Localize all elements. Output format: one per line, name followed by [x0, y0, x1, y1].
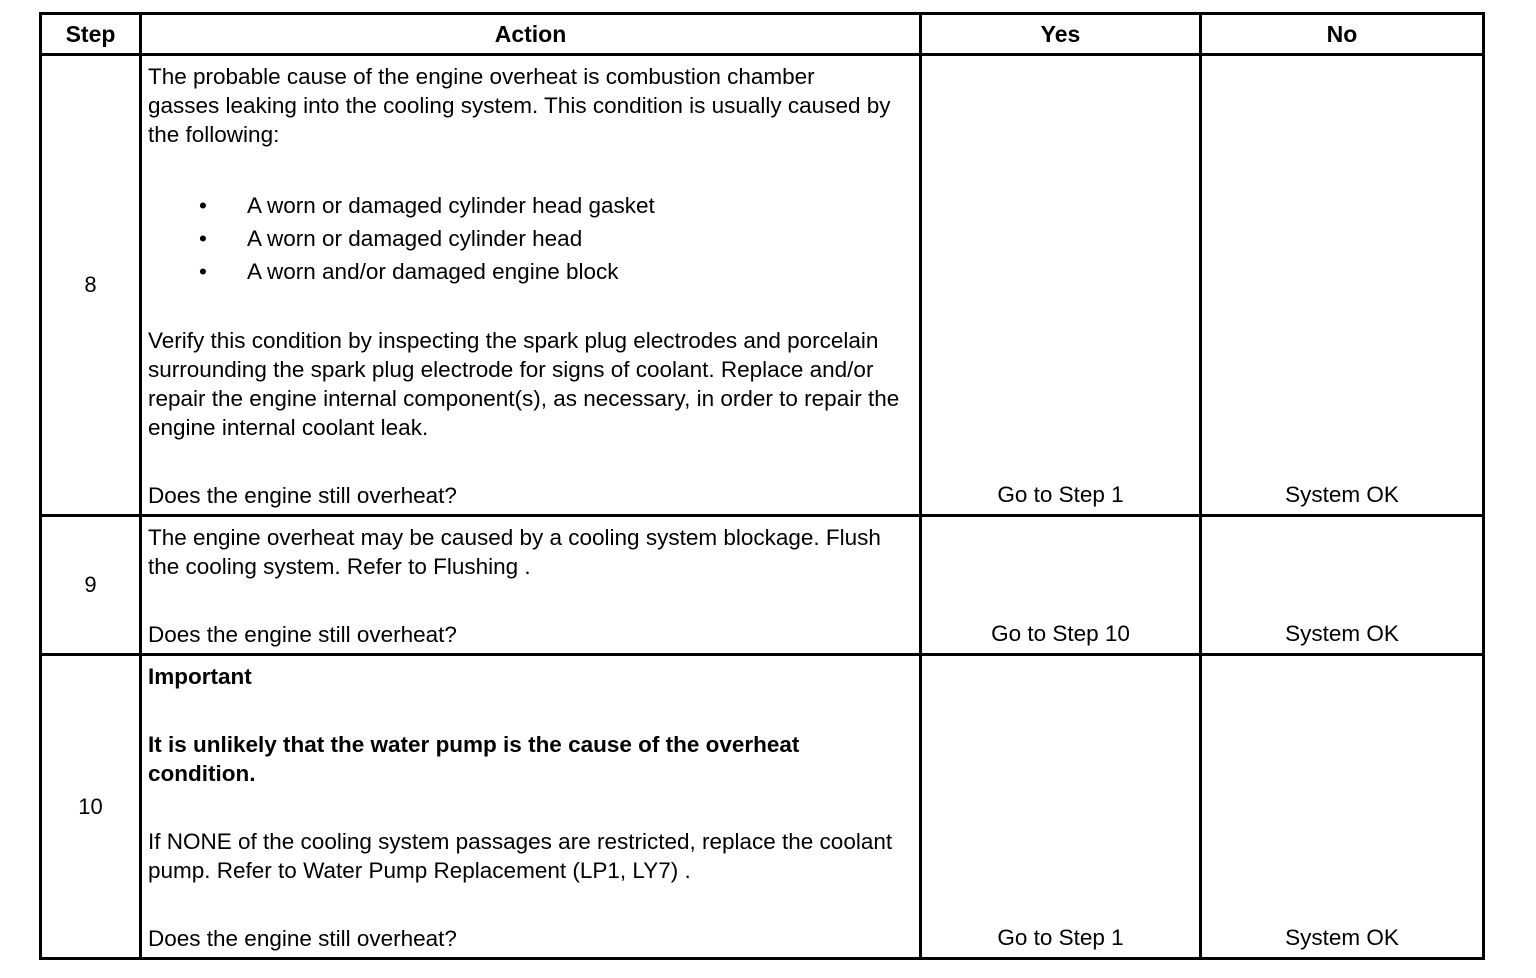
- bullet-icon: •: [199, 193, 207, 218]
- action-question: Does the engine still overheat?: [148, 926, 457, 951]
- action-intro: The engine overheat may be caused by a cooling system blockage. Flush the cooling system. Refer to Flushing .: [148, 525, 881, 579]
- important-text: It is unlikely that the water pump is the cause of the overheat condition.: [148, 732, 800, 786]
- no-result: System OK: [1285, 621, 1399, 646]
- header-yes: Yes: [921, 14, 1201, 55]
- cause-list: [148, 189, 911, 288]
- header-step: Step: [41, 14, 141, 55]
- yes-result: Go to Step 10: [991, 621, 1130, 646]
- list-item-text: A worn and/or damaged engine block: [247, 259, 619, 284]
- action-intro: The probable cause of the engine overheat is combustion chamber gasses leaking into the cooling system. This condition is usually caused by the following:: [148, 64, 891, 147]
- list-item-text: A worn or damaged cylinder head gasket: [247, 193, 655, 218]
- yes-cell: [921, 516, 1201, 655]
- list-item: [148, 255, 911, 288]
- no-result: System OK: [1285, 925, 1399, 950]
- step-number: 10: [41, 655, 141, 959]
- header-no: No: [1201, 14, 1484, 55]
- yes-result: Go to Step 1: [997, 925, 1124, 950]
- no-cell: [1201, 516, 1484, 655]
- step-number: 9: [41, 516, 141, 655]
- yes-cell: [921, 55, 1201, 516]
- step-number: 8: [41, 55, 141, 516]
- action-cell: [141, 655, 921, 959]
- yes-result: Go to Step 1: [997, 482, 1124, 507]
- no-result: System OK: [1285, 482, 1399, 507]
- important-label: Important: [148, 664, 252, 689]
- bullet-icon: •: [199, 259, 207, 284]
- action-detail: If NONE of the cooling system passages are restricted, replace the coolant pump. Refer to Water Pump Replacement (LP1, LY7) .: [148, 829, 893, 883]
- table-row-step-8: [41, 55, 1484, 516]
- no-cell: [1201, 655, 1484, 959]
- action-cell: [141, 55, 921, 516]
- action-detail: Verify this condition by inspecting the spark plug electrodes and porcelain surrounding the spark plug electrode for signs of coolant. Replace and/or repair the engine internal component(s), as necessary, in order to repair the engine internal coolant leak.: [148, 328, 900, 440]
- no-cell: [1201, 55, 1484, 516]
- header-row: [41, 14, 1484, 55]
- action-question: Does the engine still overheat?: [148, 483, 457, 508]
- list-item-text: A worn or damaged cylinder head: [247, 226, 583, 251]
- diagnostic-table: [39, 12, 1485, 960]
- yes-cell: [921, 655, 1201, 959]
- table-row-step-10: [41, 655, 1484, 959]
- action-cell: [141, 516, 921, 655]
- header-action: Action: [141, 14, 921, 55]
- action-question: Does the engine still overheat?: [148, 622, 457, 647]
- table-row-step-9: [41, 516, 1484, 655]
- list-item: [148, 222, 911, 255]
- list-item: [148, 189, 911, 222]
- bullet-icon: •: [199, 226, 207, 251]
